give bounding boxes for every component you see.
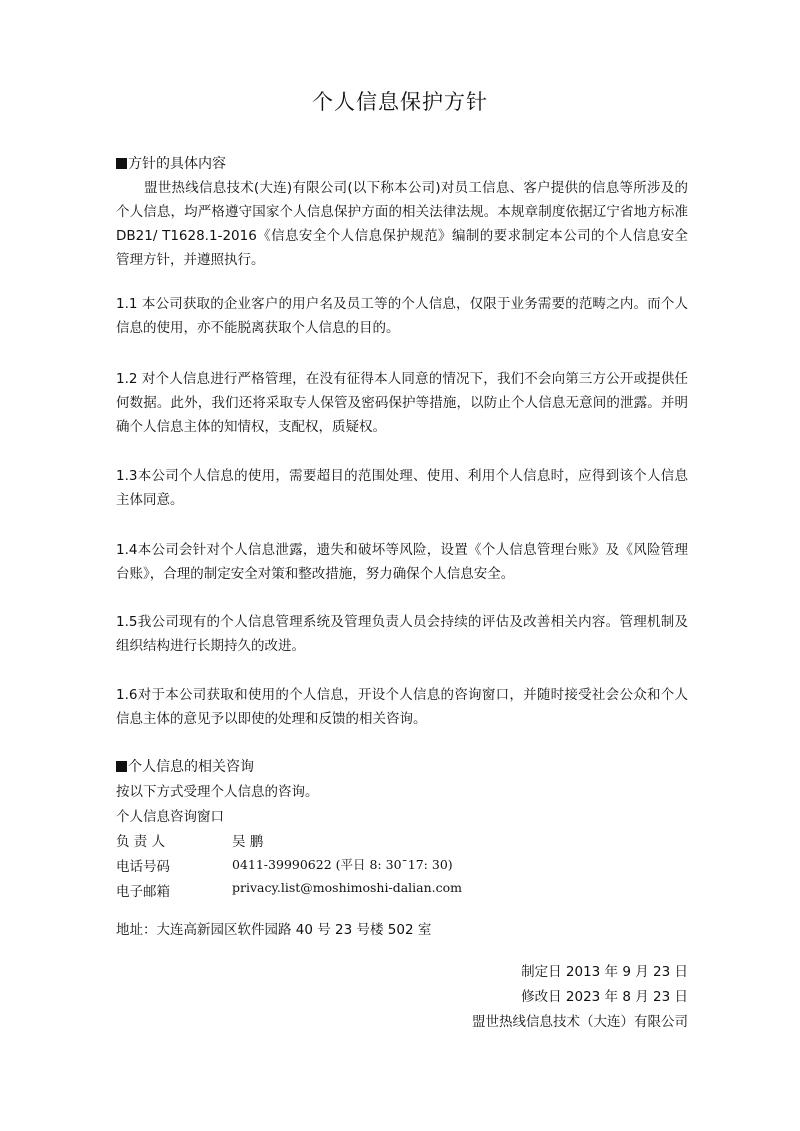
consult-window-label: 个人信息咨询窗口 [116,809,224,825]
square-bullet-icon [116,158,127,169]
policy-item-1-6: 1.6对于本公司获取和使用的个人信息，开设个人信息的咨询窗口，并随时接受社会公众和个人信息主体的意见予以即使的处理和反馈的相关咨询。 [116,687,688,727]
revised-date: 修改日 2023 年 8 月 23 日 [521,989,688,1005]
section-heading-consult [116,756,254,776]
company-name: 盟世热线信息技术（大连）有限公司 [472,1014,688,1030]
square-bullet-icon [116,761,127,772]
section-heading-text: 个人信息的相关咨询 [128,759,254,775]
contact-label: 负 责 人 [116,834,166,850]
contact-label: 电子邮箱 [116,884,170,900]
policy-item-1-3: 1.3本公司个人信息的使用，需要超目的范围处理、使用、利用个人信息时，应得到该个人信息主体同意。 [116,468,688,508]
contact-label: 电话号码 [116,859,170,875]
contact-value: 0411-39990622 (平日 8: 30¯17: 30) [232,857,453,872]
intro-paragraph: 盟世热线信息技术(大连)有限公司(以下称本公司)对员工信息、客户提供的信息等所涉及的个人信息，均严格遵守国家个人信息保护方面的相关法律法规。本规章制度依据辽宁省地方标准 DB21/ T1628.1-2016《信息安全个人信息保护规范》编制的要求制定本公司的个人信息安全管理方针，并遵照执行。 [116,180,688,268]
established-date: 制定日 2013 年 9 月 23 日 [521,964,688,980]
policy-item-1-1: 1.1 本公司获取的企业客户的用户名及员工等的个人信息，仅限于业务需要的范畴之内。而个人信息的使用，亦不能脱离获取个人信息的目的。 [116,296,688,336]
policy-item-1-4: 1.4本公司会针对个人信息泄露，遗失和破坏等风险，设置《个人信息管理台账》及《风险管理台账》，合理的制定安全对策和整改措施，努力确保个人信息安全。 [116,542,688,582]
section-heading-text: 方针的具体内容 [128,156,226,172]
policy-item-1-5: 1.5我公司现有的个人信息管理系统及管理负责人员会持续的评估及改善相关内容。管理机制及组织结构进行长期持久的改进。 [116,614,688,654]
section-heading-policy [116,153,226,173]
page-title: 个人信息保护方针 [312,90,488,114]
contact-value: 吴 鹏 [232,834,264,850]
address: 地址：大连高新园区软件园路 40 号 23 号楼 502 室 [116,922,432,938]
policy-item-1-2: 1.2 对个人信息进行严格管理，在没有征得本人同意的情况下，我们不会向第三方公开或提供任何数据。此外，我们还将采取专人保管及密码保护等措施，以防止个人信息无意间的泄露。并明确个人信息主体的知情权，支配权，质疑权。 [116,371,688,435]
consult-intro: 按以下方式受理个人信息的咨询。 [116,784,319,800]
contact-value: privacy.list@moshimoshi-dalian.com [232,880,463,895]
